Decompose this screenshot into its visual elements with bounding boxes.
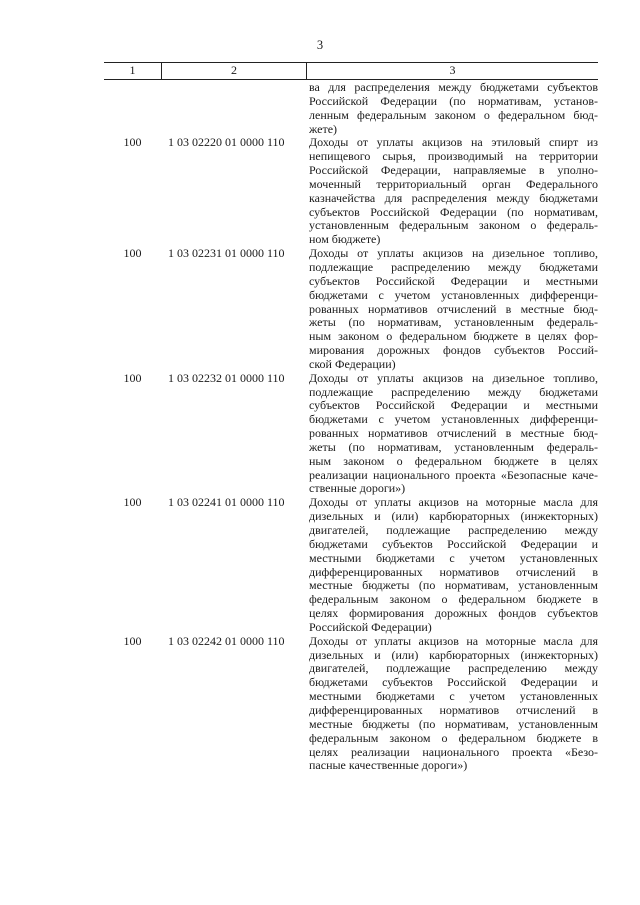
description-line: местные бюджеты (по нормативам, установленным xyxy=(309,717,598,731)
description-line: субъектов Российской Федерации и местными xyxy=(309,399,598,413)
description-line: Российской Федерации) xyxy=(309,620,432,634)
table-row xyxy=(104,247,598,372)
description-line: бюджетами с учетом установленных дифференци- xyxy=(309,413,598,427)
admin-code-cell xyxy=(104,80,161,136)
table-row-continuation xyxy=(104,80,598,136)
admin-code-cell: 100 xyxy=(123,370,142,385)
description-cell xyxy=(305,372,598,497)
description-line: Доходы от уплаты акцизов на этиловый спирт из xyxy=(309,136,598,150)
description-line: установленным федеральным законом о федераль- xyxy=(309,219,598,233)
description-line: субъектов Российской Федерации (по нормативам, xyxy=(309,205,598,219)
description-line: дифференцированных нормативов отчислений в xyxy=(309,565,598,579)
description-cell xyxy=(305,136,598,247)
description-line: федеральным законом о федеральном бюджете в xyxy=(309,731,598,745)
description-cell xyxy=(305,635,598,773)
description-line: местными бюджетами с учетом установленных xyxy=(309,690,598,704)
revenue-table xyxy=(104,62,598,773)
header-col-1: 1 xyxy=(104,63,162,79)
revenue-code-cell: 1 03 02242 01 0000 110 xyxy=(168,633,285,648)
description-line: бюджетами с учетом установленных дифференци- xyxy=(309,288,598,302)
description-line: двигателей, подлежащие распределению между xyxy=(309,524,598,537)
revenue-code-cell: 1 03 02232 01 0000 110 xyxy=(168,370,285,385)
description-line: жеты (по нормативам, установленным федераль- xyxy=(309,316,598,330)
description-line: ном бюджете) xyxy=(309,233,381,247)
description-line: Российской Федерации (по нормативам, установ- xyxy=(309,94,598,108)
table-row xyxy=(104,136,598,247)
description-cell xyxy=(305,496,598,634)
admin-code-cell: 100 xyxy=(123,135,142,150)
description-line: моченный территориальный орган Федерального xyxy=(309,177,598,191)
description-line: Доходы от уплаты акцизов на моторные масла для xyxy=(309,634,598,648)
description-line: Доходы от уплаты акцизов на моторные масла для xyxy=(309,496,598,510)
table-row xyxy=(104,635,598,773)
description-cell xyxy=(305,80,598,136)
description-line: подлежащие распределению между бюджетами xyxy=(309,385,598,399)
description-line: целях реализации национального проекта «Безо- xyxy=(309,745,598,759)
revenue-code-cell: 1 03 02220 01 0000 110 xyxy=(168,135,285,150)
description-line: жете) xyxy=(309,122,338,136)
revenue-code-cell: 1 03 02241 01 0000 110 xyxy=(168,495,285,510)
description-line: дизельных и (или) карбюраторных (инжекторных) xyxy=(309,648,598,662)
description-line: местными бюджетами с учетом установленных xyxy=(309,551,598,565)
header-col-3: 3 xyxy=(449,63,456,77)
description-line: реализации национального проекта «Безопасные каче- xyxy=(309,468,598,482)
description-line: Российской Федерации, направляемые в уполно- xyxy=(309,164,598,178)
description-line: дизельных и (или) карбюраторных (инжекторных) xyxy=(309,510,598,524)
description-line: бюджетами субъектов Российской Федерации и xyxy=(309,537,598,551)
description-line: двигателей, подлежащие распределению между xyxy=(309,662,598,676)
description-line: ственные дороги») xyxy=(309,482,406,496)
revenue-code-cell xyxy=(161,80,305,136)
description-line: дифференцированных нормативов отчислений в xyxy=(309,703,598,717)
description-cell xyxy=(305,247,598,372)
description-line: ва для распределения между бюджетами субъектов xyxy=(309,81,598,94)
table-row xyxy=(104,496,598,634)
description-line: жеты (по нормативам, установленным федераль- xyxy=(309,440,598,454)
description-line: рованных нормативов отчислений в местные бюд- xyxy=(309,302,598,316)
revenue-code-cell: 1 03 02231 01 0000 110 xyxy=(168,246,285,261)
description-line: мирования дорожных фондов субъектов Россий- xyxy=(309,344,598,358)
description-line: местные бюджеты (по нормативам, установленным xyxy=(309,579,598,593)
description-line: федеральным законом о федеральном бюджете в xyxy=(309,593,598,607)
description-line: ным законом о федеральном бюджете в целях фор- xyxy=(309,330,598,344)
description-line: субъектов Российской Федерации и местными xyxy=(309,274,598,288)
description-line: ской Федерации) xyxy=(309,357,396,371)
description-line: Доходы от уплаты акцизов на дизельное топливо, xyxy=(309,247,598,261)
admin-code-cell: 100 xyxy=(123,633,142,648)
header-col-2: 2 xyxy=(162,63,307,79)
table-row xyxy=(104,372,598,497)
admin-code-cell: 100 xyxy=(123,495,142,510)
table-body xyxy=(104,80,598,773)
description-line: бюджетами субъектов Российской Федерации и xyxy=(309,676,598,690)
admin-code-cell: 100 xyxy=(123,246,142,261)
description-line: рованных нормативов отчислений в местные бюд- xyxy=(309,427,598,441)
table-header xyxy=(104,62,598,80)
description-line: пасные качественные дороги») xyxy=(309,759,468,773)
description-line: ным законом о федеральном бюджете в целях xyxy=(309,454,598,468)
description-line: целях формирования дорожных фондов субъектов xyxy=(309,607,598,621)
page-number: 3 xyxy=(316,38,324,52)
description-line: подлежащие распределению между бюджетами xyxy=(309,260,598,274)
description-line: непищевого сырья, производимый на территории xyxy=(309,150,598,164)
description-line: Доходы от уплаты акцизов на дизельное топливо, xyxy=(309,371,598,385)
description-line: казначейства для распределения между бюджетами xyxy=(309,191,598,205)
description-line: ленным федеральным законом о федеральном бюд- xyxy=(309,108,598,122)
